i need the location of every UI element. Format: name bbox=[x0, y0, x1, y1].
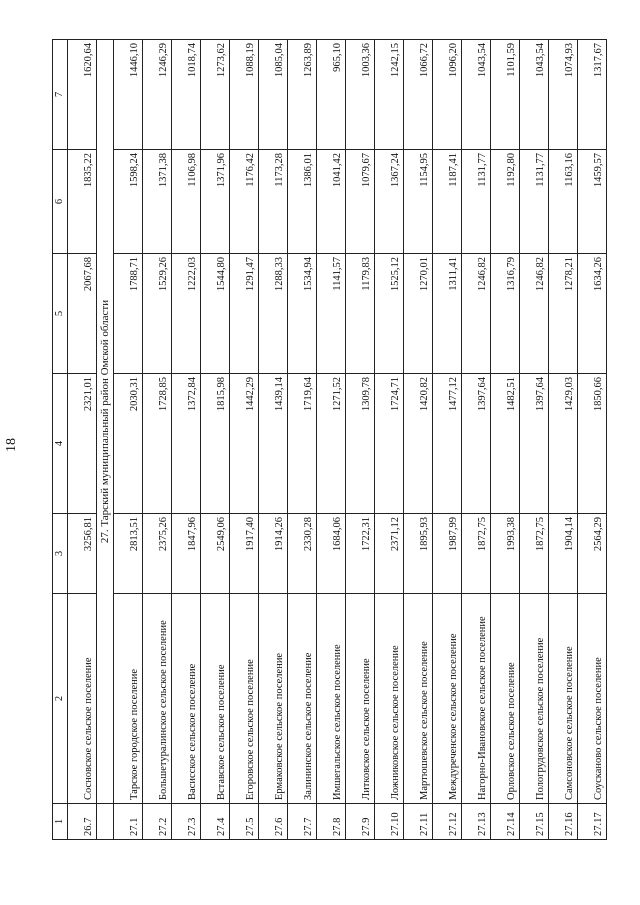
cell-col6: 1192,80 bbox=[491, 150, 520, 254]
column-header: 6 bbox=[53, 150, 68, 254]
cell-col5: 1311,41 bbox=[433, 254, 462, 374]
cell-col4: 1397,64 bbox=[462, 374, 491, 514]
cell-col6: 1386,01 bbox=[288, 150, 317, 254]
cell-col7: 1317,67 bbox=[578, 40, 607, 150]
row-name: Ложниковское сельское поселение bbox=[375, 594, 404, 804]
cell-col5: 1544,80 bbox=[201, 254, 230, 374]
table-row bbox=[578, 40, 607, 840]
row-name: Ермаковское сельское поселение bbox=[259, 594, 288, 804]
row-name: Самсоновское сельское поселение bbox=[549, 594, 578, 804]
table-row bbox=[462, 40, 491, 840]
row-id: 27.7 bbox=[288, 804, 317, 840]
cell-col5: 1525,12 bbox=[375, 254, 404, 374]
cell-col6: 1163,16 bbox=[549, 150, 578, 254]
cell-col6: 1835,22 bbox=[68, 150, 97, 254]
cell-col4: 1429,03 bbox=[549, 374, 578, 514]
row-name: Вставское сельское поселение bbox=[201, 594, 230, 804]
table-row bbox=[520, 40, 549, 840]
row-id: 27.14 bbox=[491, 804, 520, 840]
row-id: 27.11 bbox=[404, 804, 433, 840]
cell-col4: 1815,98 bbox=[201, 374, 230, 514]
cell-col4: 2030,31 bbox=[114, 374, 143, 514]
cell-col6: 1106,98 bbox=[172, 150, 201, 254]
cell-col5: 1288,33 bbox=[259, 254, 288, 374]
section-title: 27. Тарский муниципальный район Омской области bbox=[97, 40, 114, 804]
row-name: Междуреченское сельское поселение bbox=[433, 594, 462, 804]
cell-col7: 1620,64 bbox=[68, 40, 97, 150]
cell-col5: 1246,82 bbox=[462, 254, 491, 374]
row-id: 27.1 bbox=[114, 804, 143, 840]
cell-col3: 2549,06 bbox=[201, 514, 230, 594]
cell-col5: 1534,94 bbox=[288, 254, 317, 374]
cell-col4: 1271,52 bbox=[317, 374, 346, 514]
row-id: 27.10 bbox=[375, 804, 404, 840]
row-name: Пологрудовское сельское поселение bbox=[520, 594, 549, 804]
row-name: Орловское сельское поселение bbox=[491, 594, 520, 804]
cell-col6: 1154,95 bbox=[404, 150, 433, 254]
row-name: Сосновское сельское поселение bbox=[68, 594, 97, 804]
cell-col6: 1131,77 bbox=[520, 150, 549, 254]
row-id: 27.5 bbox=[230, 804, 259, 840]
cell-col7: 1446,10 bbox=[114, 40, 143, 150]
column-header: 2 bbox=[53, 594, 68, 804]
cell-col7: 1242,15 bbox=[375, 40, 404, 150]
cell-col7: 1101,59 bbox=[491, 40, 520, 150]
cell-col5: 1788,71 bbox=[114, 254, 143, 374]
section-spacer bbox=[97, 804, 114, 840]
cell-col4: 1850,66 bbox=[578, 374, 607, 514]
cell-col5: 1270,01 bbox=[404, 254, 433, 374]
cell-col6: 1176,42 bbox=[230, 150, 259, 254]
cell-col7: 1263,89 bbox=[288, 40, 317, 150]
row-id: 27.8 bbox=[317, 804, 346, 840]
rotated-table-sheet bbox=[52, 40, 604, 840]
row-name: Имшегальское сельское поселение bbox=[317, 594, 346, 804]
cell-col3: 1847,96 bbox=[172, 514, 201, 594]
cell-col6: 1173,28 bbox=[259, 150, 288, 254]
cell-col3: 1993,38 bbox=[491, 514, 520, 594]
cell-col5: 1246,82 bbox=[520, 254, 549, 374]
cell-col6: 1598,24 bbox=[114, 150, 143, 254]
row-id: 27.3 bbox=[172, 804, 201, 840]
cell-col7: 1273,62 bbox=[201, 40, 230, 150]
table-row bbox=[491, 40, 520, 840]
table-row bbox=[346, 40, 375, 840]
cell-col7: 1088,19 bbox=[230, 40, 259, 150]
column-header: 7 bbox=[53, 40, 68, 150]
cell-col5: 1222,03 bbox=[172, 254, 201, 374]
table-row bbox=[404, 40, 433, 840]
cell-col5: 1316,79 bbox=[491, 254, 520, 374]
cell-col4: 1397,64 bbox=[520, 374, 549, 514]
column-header: 5 bbox=[53, 254, 68, 374]
cell-col6: 1367,24 bbox=[375, 150, 404, 254]
table-row bbox=[143, 40, 172, 840]
row-name: Нагорно-Ивановское сельское поселение bbox=[462, 594, 491, 804]
cell-col3: 2813,51 bbox=[114, 514, 143, 594]
cell-col6: 1187,41 bbox=[433, 150, 462, 254]
cell-col4: 1309,78 bbox=[346, 374, 375, 514]
table-row bbox=[375, 40, 404, 840]
table-row bbox=[114, 40, 143, 840]
data-table bbox=[52, 39, 607, 840]
cell-col7: 1074,93 bbox=[549, 40, 578, 150]
cell-col7: 1066,72 bbox=[404, 40, 433, 150]
cell-col3: 1722,31 bbox=[346, 514, 375, 594]
cell-col3: 1872,75 bbox=[520, 514, 549, 594]
table-row bbox=[288, 40, 317, 840]
table-row bbox=[259, 40, 288, 840]
cell-col4: 1477,12 bbox=[433, 374, 462, 514]
cell-col5: 2067,68 bbox=[68, 254, 97, 374]
table-row bbox=[549, 40, 578, 840]
row-id: 27.16 bbox=[549, 804, 578, 840]
cell-col3: 1872,75 bbox=[462, 514, 491, 594]
cell-col6: 1079,67 bbox=[346, 150, 375, 254]
cell-col6: 1371,96 bbox=[201, 150, 230, 254]
cell-col4: 1724,71 bbox=[375, 374, 404, 514]
table-row bbox=[68, 40, 97, 840]
cell-col7: 1043,54 bbox=[462, 40, 491, 150]
cell-col4: 1372,84 bbox=[172, 374, 201, 514]
header-row bbox=[53, 40, 68, 840]
row-id: 27.13 bbox=[462, 804, 491, 840]
cell-col3: 2371,12 bbox=[375, 514, 404, 594]
row-name: Васисское сельское поселение bbox=[172, 594, 201, 804]
cell-col3: 1917,40 bbox=[230, 514, 259, 594]
cell-col4: 1728,85 bbox=[143, 374, 172, 514]
row-id: 26.7 bbox=[68, 804, 97, 840]
cell-col5: 1291,47 bbox=[230, 254, 259, 374]
table-row bbox=[230, 40, 259, 840]
cell-col3: 1684,06 bbox=[317, 514, 346, 594]
cell-col5: 1179,83 bbox=[346, 254, 375, 374]
cell-col5: 1141,57 bbox=[317, 254, 346, 374]
cell-col3: 2330,28 bbox=[288, 514, 317, 594]
cell-col7: 965,10 bbox=[317, 40, 346, 150]
row-name: Литковское сельское поселение bbox=[346, 594, 375, 804]
cell-col4: 1719,64 bbox=[288, 374, 317, 514]
table-row bbox=[317, 40, 346, 840]
table-row bbox=[433, 40, 462, 840]
cell-col3: 2564,29 bbox=[578, 514, 607, 594]
row-name: Тарское городское поселение bbox=[114, 594, 143, 804]
row-name: Большетуралинское сельское поселение bbox=[143, 594, 172, 804]
row-id: 27.17 bbox=[578, 804, 607, 840]
row-id: 27.6 bbox=[259, 804, 288, 840]
row-id: 27.4 bbox=[201, 804, 230, 840]
cell-col3: 1895,93 bbox=[404, 514, 433, 594]
cell-col5: 1278,21 bbox=[549, 254, 578, 374]
table-row bbox=[201, 40, 230, 840]
cell-col6: 1371,38 bbox=[143, 150, 172, 254]
cell-col4: 1420,82 bbox=[404, 374, 433, 514]
page-number: 18 bbox=[4, 438, 19, 452]
column-header: 1 bbox=[53, 804, 68, 840]
row-name: Егоровское сельское поселение bbox=[230, 594, 259, 804]
row-name: Мартюшевское сельское поселение bbox=[404, 594, 433, 804]
cell-col7: 1096,20 bbox=[433, 40, 462, 150]
cell-col4: 1439,14 bbox=[259, 374, 288, 514]
cell-col3: 1904,14 bbox=[549, 514, 578, 594]
row-id: 27.2 bbox=[143, 804, 172, 840]
cell-col5: 1529,26 bbox=[143, 254, 172, 374]
cell-col3: 2375,26 bbox=[143, 514, 172, 594]
cell-col6: 1041,42 bbox=[317, 150, 346, 254]
cell-col7: 1018,74 bbox=[172, 40, 201, 150]
column-header: 4 bbox=[53, 374, 68, 514]
cell-col7: 1246,29 bbox=[143, 40, 172, 150]
cell-col4: 1442,29 bbox=[230, 374, 259, 514]
row-id: 27.15 bbox=[520, 804, 549, 840]
cell-col4: 1482,51 bbox=[491, 374, 520, 514]
column-header: 3 bbox=[53, 514, 68, 594]
cell-col3: 3256,81 bbox=[68, 514, 97, 594]
cell-col3: 1987,99 bbox=[433, 514, 462, 594]
cell-col3: 1914,26 bbox=[259, 514, 288, 594]
row-id: 27.9 bbox=[346, 804, 375, 840]
cell-col7: 1085,04 bbox=[259, 40, 288, 150]
cell-col5: 1634,26 bbox=[578, 254, 607, 374]
cell-col6: 1459,57 bbox=[578, 150, 607, 254]
cell-col7: 1003,36 bbox=[346, 40, 375, 150]
cell-col6: 1131,77 bbox=[462, 150, 491, 254]
row-id: 27.12 bbox=[433, 804, 462, 840]
cell-col4: 2321,01 bbox=[68, 374, 97, 514]
row-name: Залининское сельское поселение bbox=[288, 594, 317, 804]
section-row bbox=[97, 40, 114, 840]
row-name: Соусканово сельское поселение bbox=[578, 594, 607, 804]
cell-col7: 1043,54 bbox=[520, 40, 549, 150]
table-row bbox=[172, 40, 201, 840]
